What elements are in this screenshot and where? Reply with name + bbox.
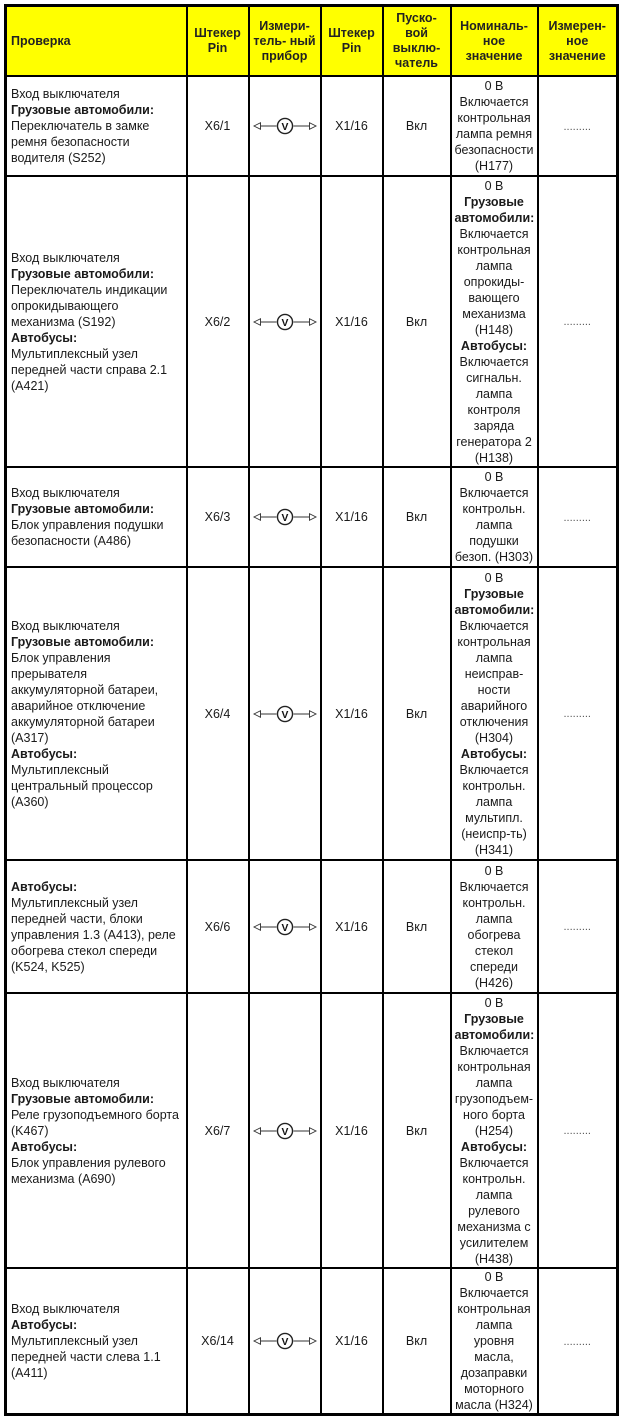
check-text: Блок управления подушки безопасности (A486) (11, 518, 164, 548)
voltmeter-label: V (281, 317, 288, 329)
nominal-cell (451, 76, 538, 176)
vehicle-type-label: Автобусы: (460, 338, 528, 353)
switch-value: Вкл (405, 1123, 428, 1138)
voltmeter-icon (253, 117, 317, 135)
measured-value-field: ......... (563, 921, 591, 933)
vehicle-type-label: Грузовые автомобили: (11, 634, 154, 649)
nominal-cell (451, 467, 538, 567)
meter-symbol (253, 117, 317, 135)
pin2-value: X1/16 (335, 706, 368, 721)
measured-cell (538, 176, 618, 467)
header-switch-line: Пуско- (396, 11, 437, 25)
pin1-value: X6/3 (204, 510, 231, 524)
vehicle-type-label: Грузовые автомобили: (454, 1011, 535, 1042)
vehicle-type-label: Автобусы: (11, 746, 78, 761)
meter-symbol (253, 313, 317, 331)
pin1-value: X6/2 (204, 314, 231, 329)
nominal-text: Включается сигнальн. лампа контроля заряда генератора 2 (H138) (456, 354, 532, 465)
check-cell (6, 993, 187, 1268)
vehicle-type-label: Грузовые автомобили: (11, 502, 154, 516)
meter-cell (249, 176, 321, 467)
pin1-cell (187, 567, 249, 860)
nominal-text: Включается контрольная лампа грузоподъем-ного борта (H254) (454, 1043, 534, 1138)
table-row (6, 993, 618, 1268)
measured-cell (538, 567, 618, 860)
nominal-text: 0 В (484, 470, 504, 484)
meter-symbol (253, 705, 317, 723)
header-pin2 (321, 6, 383, 77)
pin1-value: X6/1 (204, 119, 231, 133)
check-text: Вход выключателя (11, 486, 120, 500)
vehicle-type-label: Автобусы: (460, 746, 528, 761)
nominal-text: Включается контрольная лампа уровня масла, дозаправки моторного масла (H324) (455, 1286, 533, 1412)
check-text: Мультиплексный узел передней части, блоки управления 1.3 (A413), реле обогрева стекол спереди (K524, K525) (11, 895, 176, 974)
switch-value: Вкл (405, 1334, 428, 1348)
measured-cell (538, 1268, 618, 1415)
meter-cell (249, 993, 321, 1268)
header-meter-line: Измери- (259, 18, 310, 33)
header-meter-line: прибор (261, 48, 308, 63)
nominal-cell (451, 567, 538, 860)
check-cell (6, 176, 187, 467)
measured-value-field: ......... (563, 1335, 591, 1348)
vehicle-type-label: Грузовые автомобили: (11, 1091, 154, 1106)
meter-symbol (253, 1122, 317, 1140)
check-text: Вход выключателя (11, 618, 120, 633)
pin1-cell (187, 860, 249, 993)
voltmeter-label: V (281, 121, 288, 133)
nominal-text: Включается контрольн. лампа мультипл. (неиспр-ть) (H341) (459, 762, 529, 857)
pin2-value: X1/16 (335, 1334, 368, 1348)
meter-symbol (253, 1332, 317, 1350)
measured-value-field: ......... (563, 511, 591, 524)
header-measured-line: значение (548, 48, 606, 63)
check-cell (6, 567, 187, 860)
switch-cell (383, 993, 451, 1268)
header-check-label: Проверка (11, 33, 71, 48)
check-text: Переключатель в замке ремня безопасности водителя (S252) (11, 119, 150, 165)
nominal-text: 0 В (484, 863, 504, 878)
check-text: Вход выключателя (11, 250, 120, 265)
measured-value-field: ......... (563, 316, 591, 328)
pin1-value: X6/7 (204, 1123, 231, 1138)
vehicle-type-label: Автобусы: (11, 1139, 78, 1154)
table-row (6, 860, 618, 993)
switch-value: Вкл (405, 314, 428, 329)
pin2-value: X1/16 (335, 919, 368, 934)
check-text: Переключатель индикации опрокидывающего механизма (S192) (11, 282, 168, 329)
nominal-text: 0 В (484, 995, 504, 1010)
measured-value-field: ......... (563, 120, 591, 133)
header-check (6, 6, 187, 77)
voltmeter-icon (253, 313, 317, 331)
check-cell (6, 860, 187, 993)
switch-cell (383, 567, 451, 860)
header-nominal-line: Номиналь- (460, 18, 528, 33)
measured-value-field: ......... (563, 708, 591, 720)
pin2-cell (321, 76, 383, 176)
switch-cell (383, 1268, 451, 1415)
check-text: Вход выключателя (11, 1075, 120, 1090)
check-text: Вход выключателя (11, 1302, 120, 1316)
pin1-cell (187, 993, 249, 1268)
header-pin2-line: Штекер (328, 26, 375, 40)
meter-cell (249, 860, 321, 993)
nominal-cell (451, 176, 538, 467)
pin1-cell (187, 467, 249, 567)
header-meter-line: тель- ный (253, 33, 316, 48)
check-text: Блок управления прерывателя аккумуляторной батареи, аварийное отключение аккумуляторной батареи (A317) (11, 650, 159, 745)
vehicle-type-label: Грузовые автомобили: (11, 103, 154, 117)
switch-cell (383, 76, 451, 176)
table-row (6, 176, 618, 467)
switch-cell (383, 176, 451, 467)
nominal-text: 0 В (484, 570, 504, 585)
header-nominal-line: значение (465, 48, 523, 63)
measured-cell (538, 860, 618, 993)
table-row (6, 567, 618, 860)
pin2-value: X1/16 (335, 314, 368, 329)
nominal-text: Включается контрольн. лампа рулевого механизма с усилителем (H438) (457, 1155, 531, 1266)
check-text: Мультиплексный узел передней части слева 1.1 (A411) (11, 1334, 161, 1380)
header-pin1 (187, 6, 249, 77)
voltmeter-icon (253, 918, 317, 936)
check-text: Мультиплексный узел передней части справа 2.1 (A421) (11, 346, 168, 393)
header-switch-line: вой (405, 26, 428, 40)
pin2-cell (321, 860, 383, 993)
pin1-value: X6/4 (204, 706, 231, 721)
pin1-value: X6/14 (201, 1334, 234, 1348)
pin1-cell (187, 76, 249, 176)
voltmeter-label: V (281, 512, 288, 524)
measured-cell (538, 993, 618, 1268)
nominal-text: 0 В (484, 178, 504, 193)
switch-value: Вкл (405, 706, 428, 721)
meter-cell (249, 467, 321, 567)
vehicle-type-label: Грузовые автомобили: (454, 194, 535, 225)
voltmeter-icon (253, 508, 317, 526)
voltmeter-label: V (281, 922, 288, 934)
measured-value-field: ......... (563, 1125, 591, 1137)
pin2-cell (321, 567, 383, 860)
nominal-cell (451, 860, 538, 993)
measured-cell (538, 467, 618, 567)
nominal-text: 0 В (484, 1270, 504, 1284)
meter-cell (249, 76, 321, 176)
vehicle-type-label: Автобусы: (11, 879, 78, 894)
voltmeter-label: V (281, 709, 288, 721)
pin2-cell (321, 1268, 383, 1415)
nominal-text: Включается контрольная лампа опрокиды-вающего механизма (H148) (457, 226, 531, 337)
pin1-cell (187, 176, 249, 467)
nominal-cell (451, 1268, 538, 1415)
voltmeter-icon (253, 705, 317, 723)
switch-cell (383, 860, 451, 993)
header-pin1-line: Штекер (194, 26, 241, 40)
voltmeter-label: V (281, 1336, 288, 1348)
check-cell (6, 1268, 187, 1415)
measured-cell (538, 76, 618, 176)
switch-cell (383, 467, 451, 567)
header-measured (538, 6, 618, 77)
nominal-text: 0 В (484, 79, 504, 93)
header-nominal-line: ное (482, 33, 506, 48)
meter-cell (249, 1268, 321, 1415)
header-row (6, 6, 618, 77)
pin1-cell (187, 1268, 249, 1415)
nominal-cell (451, 993, 538, 1268)
pin1-value: X6/6 (204, 919, 231, 934)
table-row (6, 467, 618, 567)
pin2-value: X1/16 (335, 119, 368, 133)
header-meter (249, 6, 321, 77)
header-switch-line: выклю- (392, 41, 441, 55)
switch-value: Вкл (405, 510, 428, 524)
check-text: Вход выключателя (11, 87, 120, 101)
header-pin2-line: Pin (341, 41, 362, 55)
table-row (6, 1268, 618, 1415)
check-cell (6, 76, 187, 176)
pin2-cell (321, 993, 383, 1268)
voltmeter-icon (253, 1122, 317, 1140)
nominal-text: Включается контрольн. лампа обогрева стекол спереди (H426) (459, 879, 529, 990)
pin2-value: X1/16 (335, 1123, 368, 1138)
check-text: Реле грузоподъемного борта (K467) (11, 1107, 179, 1138)
voltmeter-icon (253, 1332, 317, 1350)
vehicle-type-label: Грузовые автомобили: (11, 266, 154, 281)
nominal-text: Включается контрольн. лампа подушки безоп. (H303) (454, 486, 534, 564)
pin2-cell (321, 467, 383, 567)
nominal-text: Включается контрольная лампа ремня безопасности (H177) (454, 95, 534, 173)
vehicle-type-label: Грузовые автомобили: (454, 586, 535, 617)
vehicle-type-label: Автобусы: (11, 330, 78, 345)
header-pin1-line: Pin (207, 41, 228, 55)
voltmeter-label: V (281, 1126, 288, 1138)
switch-value: Вкл (405, 119, 428, 133)
header-nominal (451, 6, 538, 77)
meter-symbol (253, 918, 317, 936)
switch-value: Вкл (405, 919, 428, 934)
meter-cell (249, 567, 321, 860)
meter-symbol (253, 508, 317, 526)
pin2-value: X1/16 (335, 510, 368, 524)
header-switch-line: чатель (395, 56, 438, 70)
vehicle-type-label: Автобусы: (11, 1318, 78, 1332)
header-measured-line: ное (566, 33, 589, 48)
nominal-text: Включается контрольная лампа неисправ-ности аварийного отключения (H304) (457, 618, 531, 745)
table-row (6, 76, 618, 176)
check-text: Мультиплексный центральный процессор (A360) (11, 762, 153, 809)
header-measured-line: Измерен- (548, 18, 606, 33)
vehicle-type-label: Автобусы: (460, 1139, 528, 1154)
check-text: Блок управления рулевого механизма (A690) (11, 1155, 166, 1186)
pin2-cell (321, 176, 383, 467)
header-switch (383, 6, 451, 77)
check-cell (6, 467, 187, 567)
measurement-table (4, 4, 619, 1416)
